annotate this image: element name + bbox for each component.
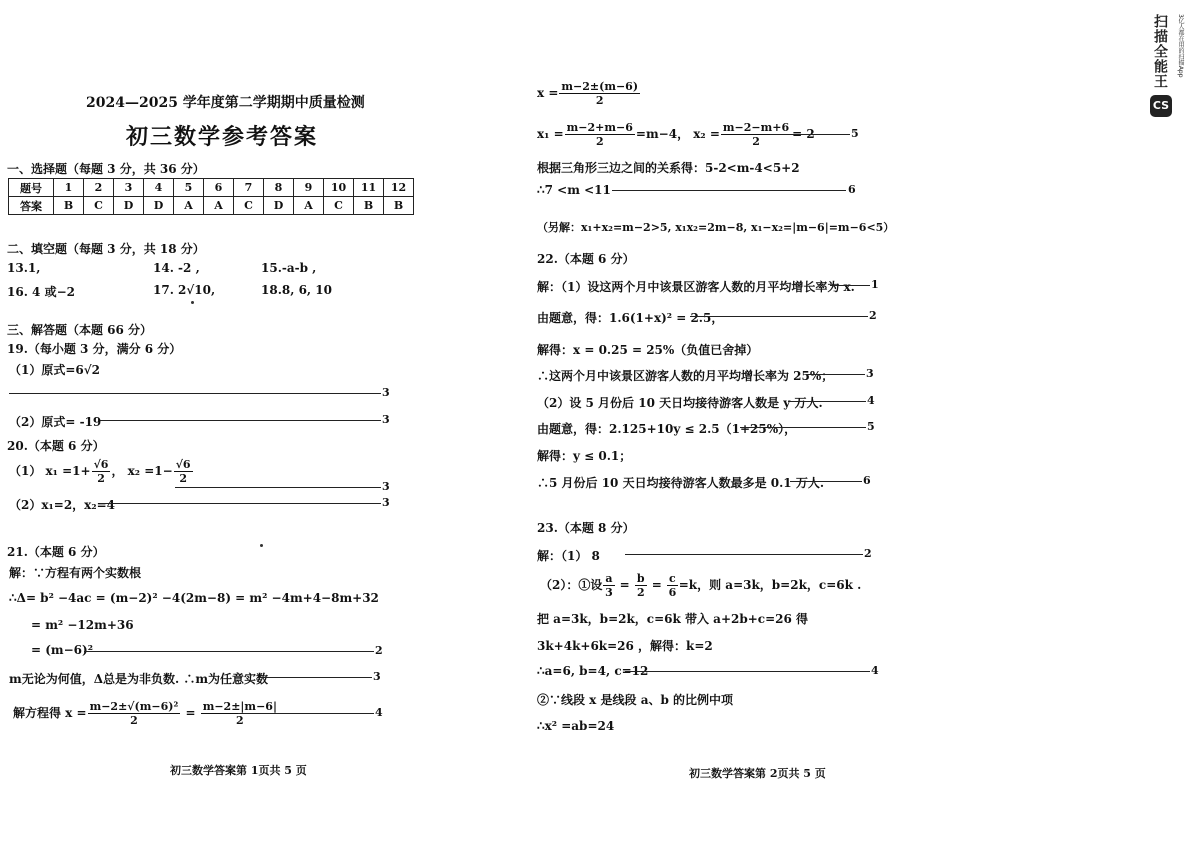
score-mark: 1 (871, 278, 879, 291)
score-line (770, 134, 850, 135)
score-mark: 2 (869, 309, 877, 322)
table-cell: 6 (204, 179, 234, 197)
table-cell: 10 (324, 179, 354, 197)
q23-let-result: =k，则 a=3k，b=2k，c=6k . (678, 578, 862, 592)
numerator: m−2±(m−6) (561, 80, 639, 93)
section-3-heading: 三、解答题（本题 66 分） (7, 323, 153, 337)
score-line (806, 374, 865, 375)
score-mark: 3 (382, 413, 390, 426)
doc-title: 初三数学参考答案 (126, 124, 319, 150)
table-cell: 3 (114, 179, 144, 197)
fill-14: 14. -2 , (153, 261, 200, 275)
q21-step-a: 解：∵方程有两个实数根 (9, 566, 142, 580)
q21-step-f: 解方程得 x = $\frac{\text{m−2±√(m−6)²}}{2}$ = $\frac{m-2\pm|m-6|}{2}$ (13, 700, 277, 727)
q22-step-e: （2）设 5 月份后 10 天日均接待游客人数是 y 万人. (537, 396, 823, 410)
denominator: 2 (97, 472, 105, 485)
table-cell: B (54, 197, 84, 215)
q23-step-g: ∴x² =ab=24 (537, 719, 615, 733)
q21-solve-label: 解方程得 x = (13, 706, 87, 720)
score-line (625, 554, 863, 555)
fraction (174, 458, 193, 485)
q22-step-c: 解得：x = 0.25 = 25%（负值已舍掉） (537, 343, 759, 357)
numerator: √6 (175, 458, 191, 471)
q22-heading: 22.（本题 6 分） (537, 252, 635, 266)
table-cell: 5 (174, 179, 204, 197)
table-row (9, 197, 414, 215)
table-cell: 11 (354, 179, 384, 197)
q19-heading: 19.（每小题 3 分，满分 6 分） (7, 342, 182, 356)
page-footer: 初三数学答案第 1页共 5 页 (170, 764, 307, 777)
table-cell: C (324, 197, 354, 215)
table-cell: A (174, 197, 204, 215)
scan-speck (191, 301, 194, 304)
page-footer: 初三数学答案第 2页共 5 页 (689, 767, 826, 780)
p2-range: ∴7 <m <11 (537, 183, 611, 197)
score-mark: 4 (375, 706, 383, 719)
score-line (257, 677, 372, 678)
denominator: 6 (668, 586, 677, 599)
score-mark: 5 (867, 420, 875, 433)
score-line (238, 713, 374, 714)
fraction (565, 121, 635, 148)
score-mark: 4 (867, 394, 875, 407)
score-line (100, 420, 381, 421)
score-mark: 3 (382, 480, 390, 493)
table-cell: D (264, 197, 294, 215)
numerator: m−2±√(m−6)² (89, 700, 179, 713)
table-cell: A (204, 197, 234, 215)
table-cell: 答案 (9, 197, 54, 215)
q23-step-b: （2）：①设 $\frac{a}{3}$ = $\frac{b}{2}$ = $\frac{c}{6}$ =k，则 a=3k，b=2k，c=6k . (540, 572, 862, 599)
table-cell: 7 (234, 179, 264, 197)
score-mark: 3 (382, 496, 390, 509)
score-line (100, 503, 381, 504)
q23-step-f: ②∵线段 x 是线段 a、b 的比例中项 (537, 693, 734, 707)
score-mark: 2 (864, 547, 872, 560)
table-cell: 1 (54, 179, 84, 197)
table-cell: D (144, 197, 174, 215)
q21-heading: 21.（本题 6 分） (7, 545, 105, 559)
numerator: m−2+m−6 (566, 121, 633, 134)
p2-x1-label: x₁ = (537, 127, 564, 141)
q22-step-h: ∴5 月份后 10 天日均接待游客人数最多是 0.1 万人. (537, 476, 824, 490)
numerator: b (636, 572, 645, 585)
q20-heading: 20.（本题 6 分） (7, 439, 105, 453)
denominator: 2 (130, 714, 138, 727)
fraction (603, 572, 614, 599)
score-line (790, 481, 862, 482)
score-line (625, 671, 870, 672)
q20-part1 (9, 458, 194, 485)
score-line (84, 651, 374, 652)
table-cell: 8 (264, 179, 294, 197)
denominator: 2 (595, 135, 604, 148)
answer-table (8, 178, 414, 215)
q23-let-label: （2）：①设 (540, 578, 603, 592)
table-cell: 12 (384, 179, 414, 197)
q19-part1: （1）原式=6√2 (9, 363, 100, 377)
numerator: c (669, 572, 676, 585)
table-cell: 题号 (9, 179, 54, 197)
table-row (9, 179, 414, 197)
table-cell: A (294, 197, 324, 215)
section-2-heading: 二、填空题（每题 3 分，共 18 分） (7, 242, 205, 256)
score-mark: 5 (851, 127, 859, 140)
fraction (635, 572, 647, 599)
table-cell: B (354, 197, 384, 215)
score-mark: 4 (871, 664, 879, 677)
table-cell: C (234, 197, 264, 215)
fill-18: 18.8, 6, 10 (261, 283, 332, 297)
p2-alt-solution: （另解：x₁+x₂=m−2>5, x₁x₂=2m−8, x₁−x₂=|m−6|=m−6<5） (537, 221, 895, 234)
score-mark: 6 (863, 474, 871, 487)
score-mark: 6 (848, 183, 856, 196)
score-line (690, 316, 868, 317)
numerator: m−2±|m−6| (202, 700, 277, 713)
q19-part2: （2）原式= -19 (9, 415, 102, 429)
fill-17: 17. 2√10, (153, 283, 216, 297)
p2-x2-value: = 2 (792, 127, 815, 141)
q20-part2: （2）x₁=2，x₂=4 (9, 498, 115, 512)
q21-step-c: = m² −12m+36 (31, 618, 134, 632)
q21-step-d: = (m−6)² (31, 643, 93, 657)
q21-step-b: ∴Δ= b² −4ac = (m−2)² −4(2m−8) = m² −4m+4−8m+32 (9, 591, 379, 605)
score-line (788, 401, 866, 402)
denominator: 2 (636, 586, 645, 599)
denominator: 2 (752, 135, 760, 148)
fraction (88, 700, 181, 727)
score-mark: 3 (382, 386, 390, 399)
table-cell: C (84, 197, 114, 215)
denominator: 3 (605, 586, 613, 599)
table-cell: 2 (84, 179, 114, 197)
table-cell: D (114, 197, 144, 215)
p2-x-formula (537, 80, 641, 107)
p2-x2-label: =m−4， x₂ = (635, 127, 720, 141)
numerator: √6 (93, 458, 109, 471)
fill-16: 16. 4 或−2 (7, 285, 75, 299)
score-line (740, 427, 866, 428)
q22-step-d: ∴这两个月中该景区游客人数的月平均增长率为 25%； (537, 369, 834, 383)
score-line (175, 487, 381, 488)
fraction (559, 80, 640, 107)
numerator: a (605, 572, 613, 585)
section-1-heading: 一、选择题（每题 3 分，共 36 分） (7, 162, 205, 176)
fraction (667, 572, 678, 599)
score-mark: 2 (375, 644, 383, 657)
scan-speck (260, 544, 263, 547)
scanner-slogan: 3亿人都在用的扫描App (1177, 14, 1184, 78)
scanner-name: 扫描全能王 (1152, 14, 1168, 89)
fill-15: 15.-a-b , (261, 261, 317, 275)
score-mark: 3 (866, 367, 874, 380)
table-cell: 9 (294, 179, 324, 197)
scanner-logo: CS (1150, 95, 1172, 117)
score-line (9, 393, 381, 394)
denominator: 2 (595, 94, 604, 107)
score-line (612, 190, 846, 191)
table-cell: 4 (144, 179, 174, 197)
fill-13: 13.1, (7, 261, 41, 275)
q23-step-d: 3k+4k+6k=26 ，解得：k=2 (537, 639, 713, 653)
fraction (92, 458, 111, 485)
exam-title: 2024—2025 学年度第二学期期中质量检测 (86, 95, 365, 111)
p2-x-label: x = (537, 86, 559, 100)
score-mark: 3 (373, 670, 381, 683)
q20-x2-label: ， x₂ =1− (111, 464, 173, 478)
p2-triangle-rule: 根据三角形三边之间的关系得：5-2<m-4<5+2 (537, 161, 800, 175)
q23-step-e: ∴a=6, b=4, c=12 (537, 664, 649, 678)
q20-x1-label: （1） x₁ =1+ (9, 464, 91, 478)
denominator: 2 (179, 472, 187, 485)
q22-step-g: 解得：y ≤ 0.1； (537, 449, 632, 463)
q23-heading: 23.（本题 8 分） (537, 521, 635, 535)
numerator: m−2−m+6 (722, 121, 790, 134)
q22-step-a: 解：（1）设这两个月中该景区游客人数的月平均增长率为 x. (537, 280, 855, 294)
q22-step-f: 由题意，得：2.125+10y ≤ 2.5（1+25%）， (537, 422, 797, 436)
denominator: 2 (236, 714, 244, 727)
q23-step-a: 解：（1） 8 (537, 549, 600, 563)
q23-step-c: 把 a=3k，b=2k，c=6k 带入 a+2b+c=26 得 (537, 612, 809, 626)
score-line (830, 285, 870, 286)
q21-step-e: m无论为何值，Δ总是为非负数. ∴m为任意实数 (9, 672, 269, 686)
q22-step-b: 由题意，得：1.6(1+x)² = 2.5， (537, 311, 724, 325)
table-cell: B (384, 197, 414, 215)
